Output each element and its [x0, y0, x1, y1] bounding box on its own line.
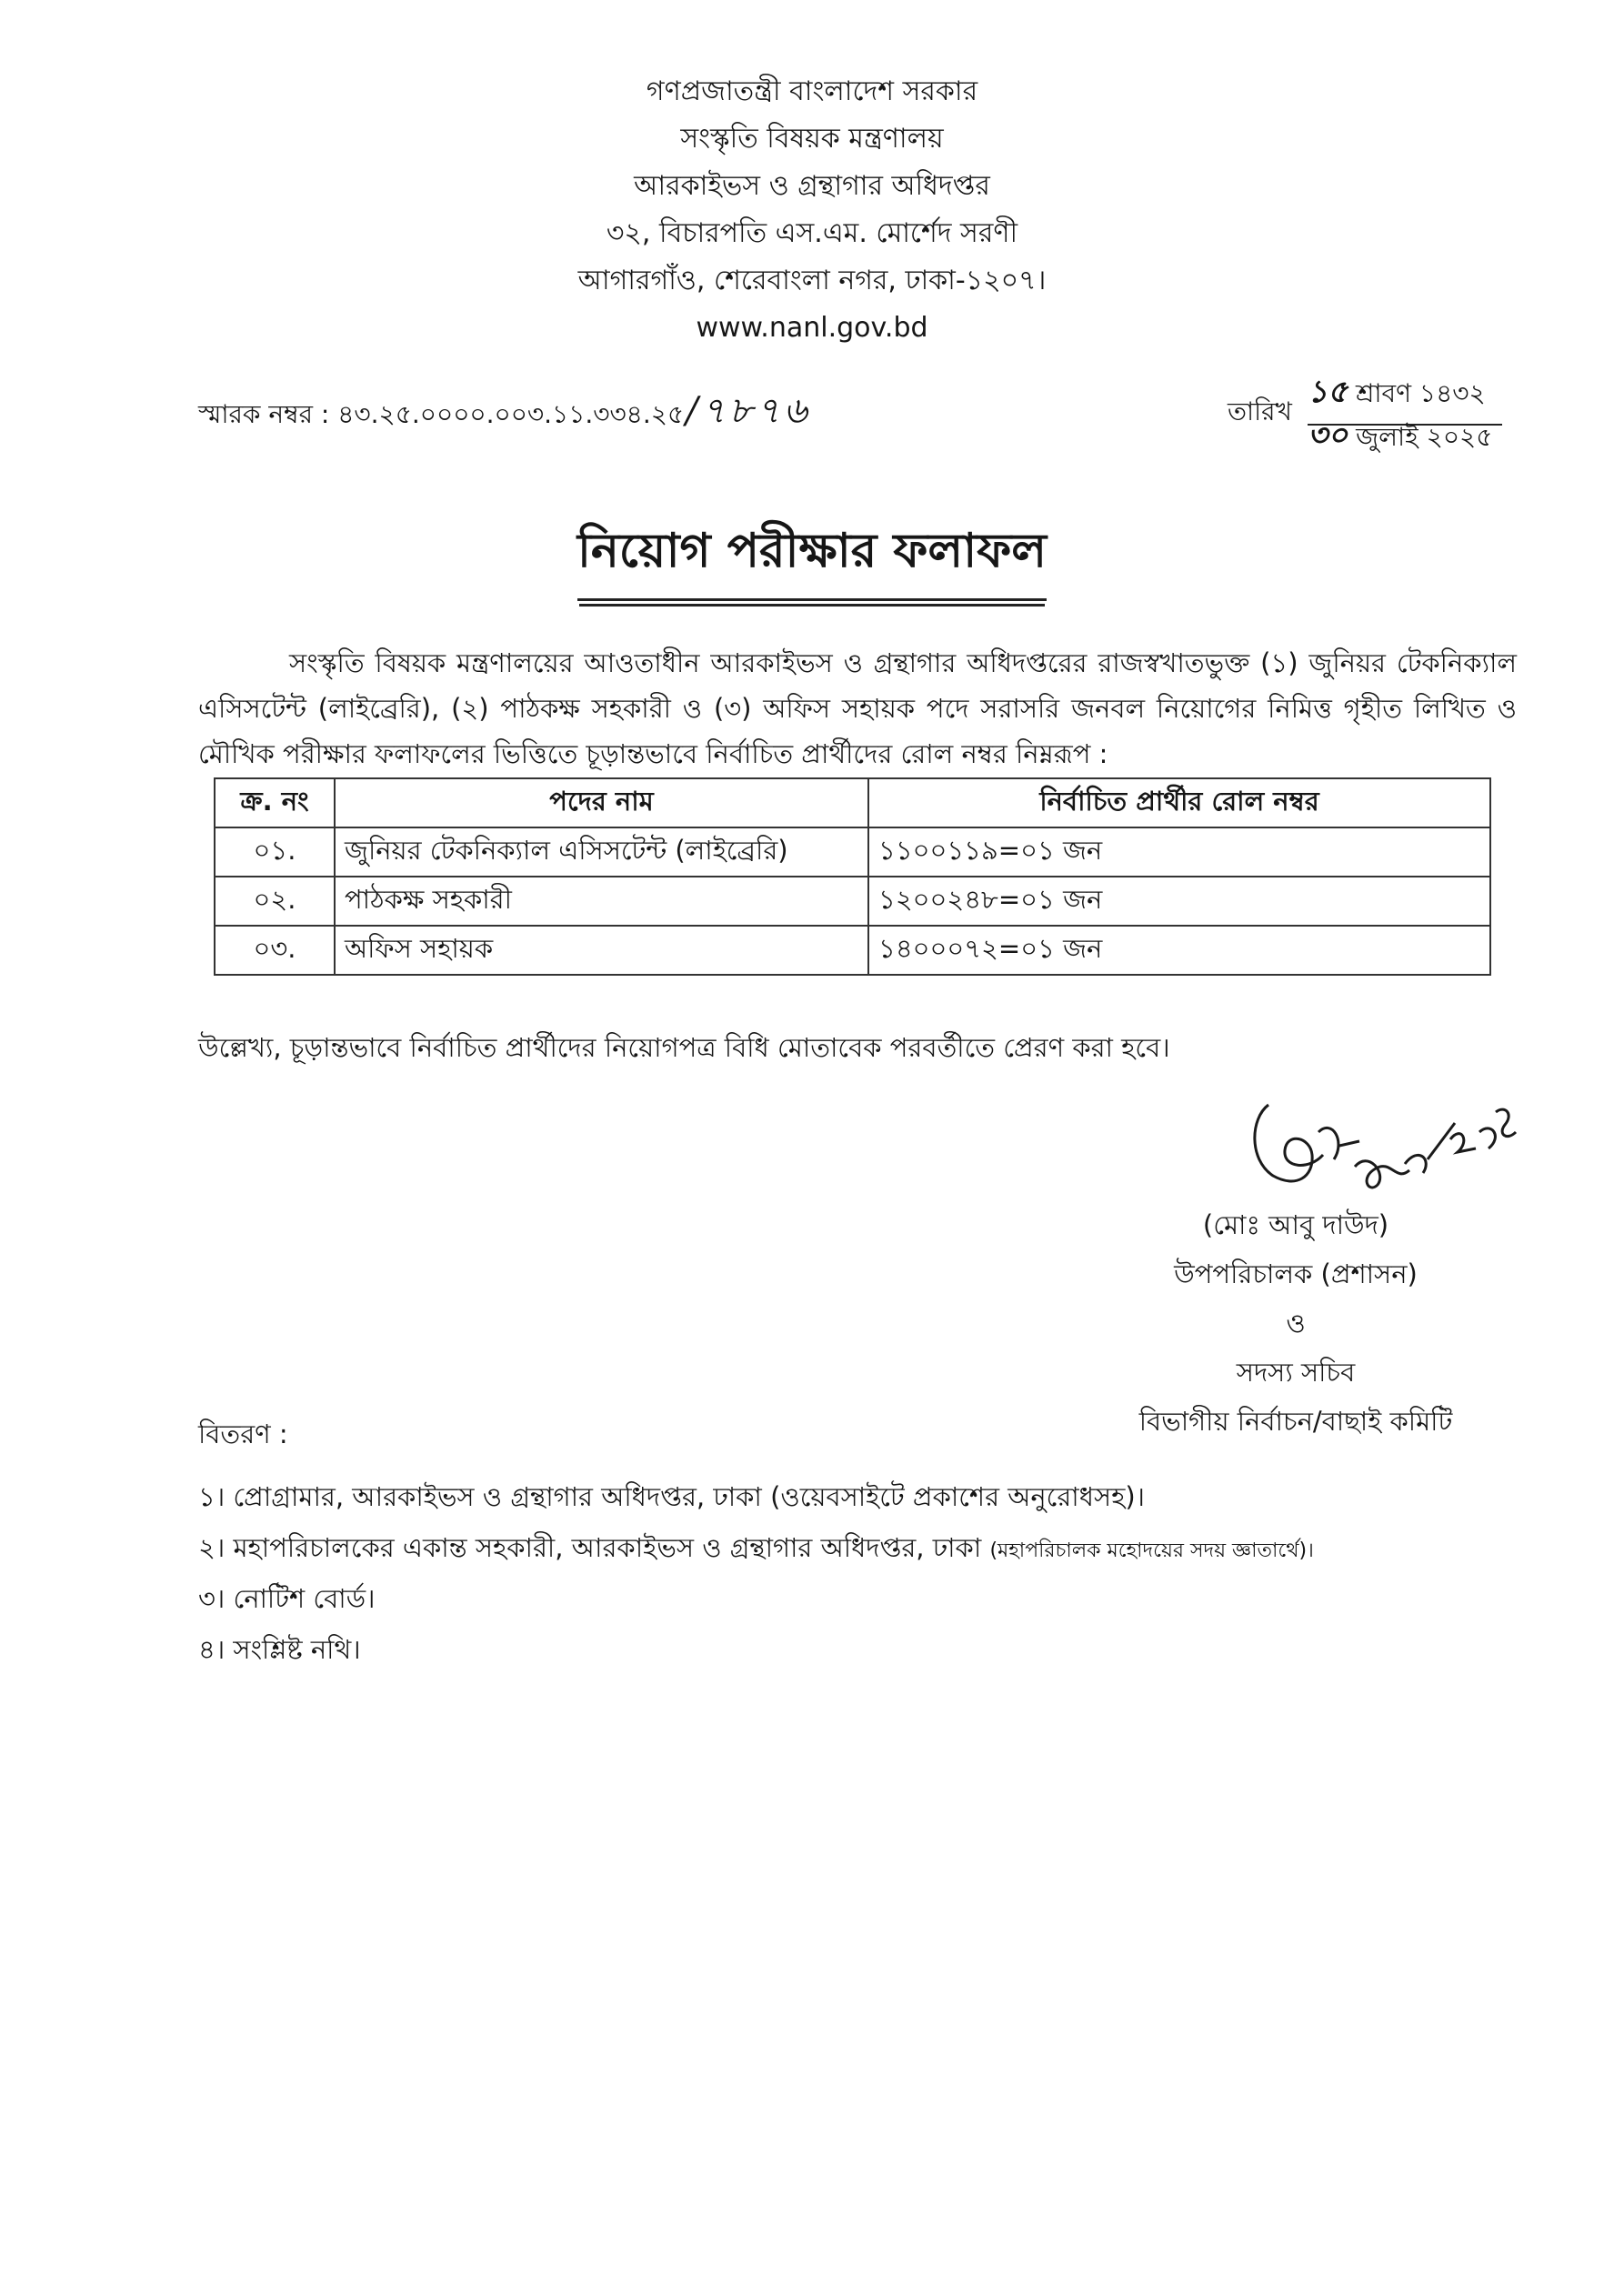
- signatory-role: সদস্য সচিব: [1236, 1357, 1356, 1388]
- roll-cell: ১৪০০০৭২=০১ জন: [868, 926, 1490, 975]
- table-row: [215, 827, 1490, 877]
- signatory-committee: বিভাগীয় নির্বাচন/বাছাই কমিটি: [1138, 1406, 1453, 1437]
- distribution-item-text: ১। প্রোগ্রামার, আরকাইভস ও গ্রন্থাগার অধিদপ্তর, ঢাকা (ওয়েবসাইটে প্রকাশের অনুরোধসহ)।: [198, 1481, 1146, 1512]
- document-title-text: নিয়োগ পরীক্ষার ফলাফল: [577, 514, 1047, 601]
- list-item: [198, 1522, 1314, 1573]
- date-label: তারিখ: [1228, 396, 1292, 426]
- address-line-2: আগারগাঁও, শেরেবাংলা নগর, ঢাকা-১২০৭।: [577, 265, 1047, 296]
- list-item: [198, 1624, 1314, 1675]
- post-cell: জুনিয়র টেকনিক্যাল এসিসটেন্ট (লাইব্রেরি): [335, 827, 868, 877]
- list-item: [198, 1573, 1314, 1624]
- distribution-item-text: ৩। নোটিশ বোর্ড।: [198, 1583, 376, 1614]
- signatory-name: (মোঃ আবু দাউদ): [1202, 1209, 1389, 1240]
- table-row: [215, 877, 1490, 926]
- column-header-post: পদের নাম: [335, 778, 868, 827]
- distribution-title: বিতরণ :: [198, 1419, 288, 1449]
- table-row: [215, 926, 1490, 975]
- post-cell: পাঠকক্ষ সহকারী: [335, 877, 868, 926]
- list-item: [198, 1471, 1314, 1522]
- distribution-item-text: ২। মহাপরিচালকের একান্ত সহকারী, আরকাইভস ও গ্রন্থাগার অধিদপ্তর, ঢাকা: [198, 1532, 982, 1563]
- signatory-conjunction: ও: [1286, 1308, 1306, 1338]
- distribution-list: [198, 1471, 1314, 1675]
- signature-date-text: ৩০/৭/২০২৫: [1339, 1187, 1416, 1204]
- memo-number: [198, 382, 811, 443]
- signatory-designation: উপপরিচালক (প্রশাসন): [1174, 1258, 1418, 1289]
- table-header-row: [215, 778, 1490, 827]
- bengali-date-month-year: শ্রাবণ ১৪৩২: [1356, 378, 1486, 408]
- serial-cell: ০২.: [215, 877, 335, 926]
- gregorian-date: [1308, 412, 1499, 464]
- government-name: গণপ্রজাতন্ত্রী বাংলাদেশ সরকার: [646, 75, 978, 107]
- gregorian-date-month-year: জুলাই ২০২৫: [1356, 422, 1493, 452]
- memo-number-value: ৪৩.২৫.০০০০.০০৩.১১.৩৩৪.২৫: [337, 399, 685, 429]
- distribution-item-note: (মহাপরিচালক মহোদয়ের সদয় জ্ঞাতার্থে)।: [989, 1539, 1314, 1562]
- memo-label: স্মারক নম্বর :: [198, 399, 330, 429]
- memo-handwritten-suffix: /৭৮৭৬: [686, 390, 811, 432]
- address-line-1: ৩২, বিচারপতি এস.এম. মোর্শেদ সরণী: [606, 217, 1018, 249]
- document-title: [0, 514, 1624, 601]
- gregorian-date-day: ৩০: [1308, 417, 1348, 454]
- department-name: আরকাইভস ও গ্রন্থাগার অধিদপ্তর: [634, 170, 990, 202]
- distribution-item-text: ৪। সংশ্লিষ্ট নথি।: [198, 1634, 361, 1665]
- handwritten-signature: [1232, 1068, 1523, 1205]
- signatory-block: [1091, 1200, 1500, 1446]
- letterhead: [0, 68, 1624, 352]
- website-link[interactable]: www.nanl.gov.bd: [696, 312, 928, 344]
- roll-cell: ১১০০১১৯=০১ জন: [868, 827, 1490, 877]
- serial-cell: ০১.: [215, 827, 335, 877]
- bengali-date-day: ১৫: [1308, 374, 1348, 410]
- column-header-roll: নির্বাচিত প্রার্থীর রোল নম্বর: [868, 778, 1490, 827]
- column-header-serial: ক্র. নং: [215, 778, 335, 827]
- serial-cell: ০৩.: [215, 926, 335, 975]
- closing-note: উল্লেখ্য, চূড়ান্তভাবে নির্বাচিত প্রার্থীদের নিয়োগপত্র বিধি মোতাবেক পরবর্তীতে প্রেরণ করা হবে।: [198, 1032, 1170, 1063]
- post-cell: অফিস সহায়ক: [335, 926, 868, 975]
- ministry-name: সংস্কৃতি বিষয়ক মন্ত্রণালয়: [680, 123, 944, 155]
- roll-cell: ১২০০২৪৮=০১ জন: [868, 877, 1490, 926]
- body-paragraph: সংস্কৃতি বিষয়ক মন্ত্রণালয়ের আওতাধীন আরকাইভস ও গ্রন্থাগার অধিদপ্তরের রাজস্বখাতভুক্ত (১) জুনিয়র টেকনিক্যাল এসিসটেন্ট (লাইব্রেরি), (২) পাঠকক্ষ সহকারী ও (৩) অফিস সহায়ক পদে সরাসরি জনবল নিয়োগের নিমিত্ত গৃহীত লিখিত ও মৌখিক পরীক্ষার ফলাফলের ভিত্তিতে চূড়ান্তভাবে নির্বাচিত প্রার্থীদের রোল নম্বর নিম্নরূপ :: [198, 647, 1517, 769]
- results-table: [214, 777, 1491, 976]
